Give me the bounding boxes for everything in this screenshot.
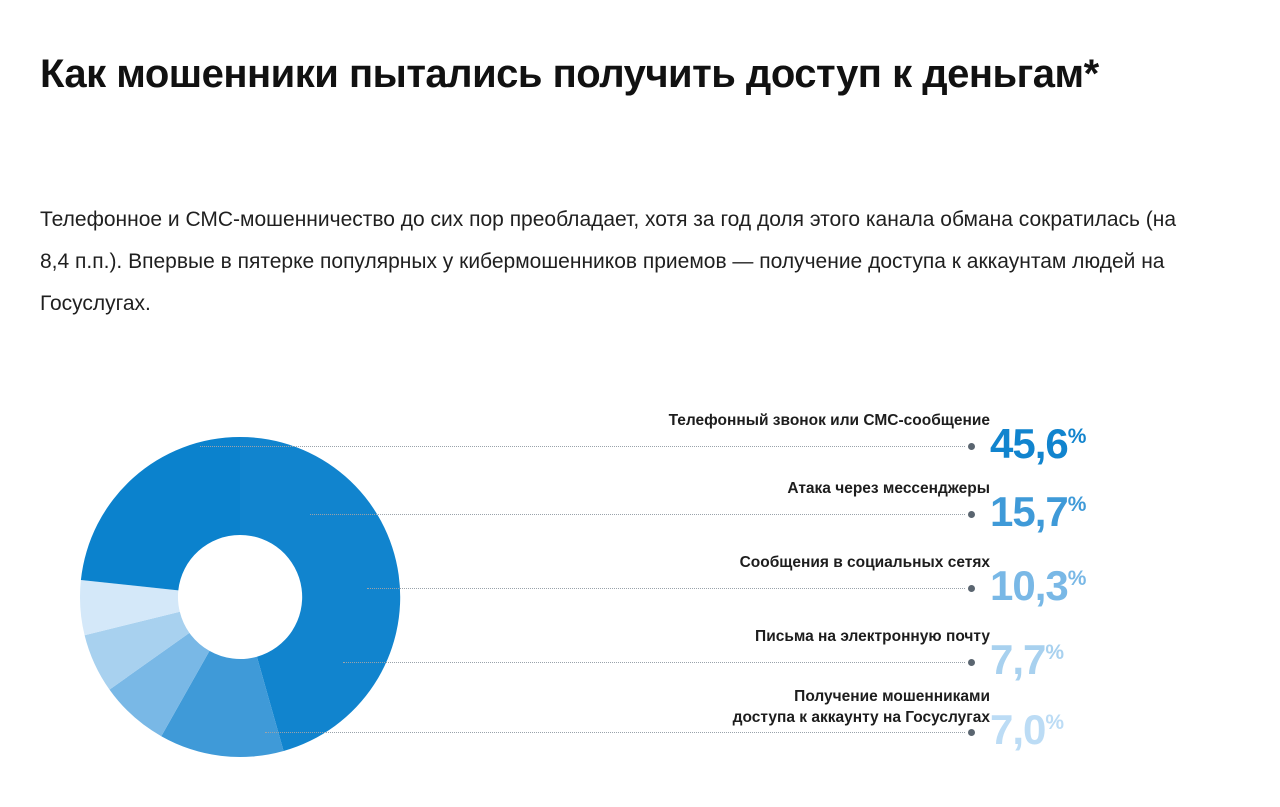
- leader-line-2: [310, 514, 965, 516]
- page-title: Как мошенники пытались получить доступ к деньгам*: [40, 51, 1099, 96]
- leader-line-3: [367, 588, 965, 590]
- donut-svg: [40, 392, 460, 802]
- legend-label-5-line-1: Получение мошенниками: [794, 688, 990, 705]
- legend-value-number-2: 15,7: [990, 488, 1068, 535]
- legend-value-4: [990, 630, 1064, 683]
- legend-value-1: [990, 414, 1086, 467]
- legend-label-2: Атака через мессенджеры: [787, 480, 990, 497]
- legend-percent-4: %: [1045, 641, 1065, 664]
- leader-dot-3: [968, 585, 975, 592]
- leader-dot-4: [968, 659, 975, 666]
- legend-percent-1: %: [1067, 425, 1087, 448]
- chart-legend: [520, 400, 1220, 790]
- donut-final: [40, 392, 450, 802]
- legend-value-3: [990, 556, 1086, 609]
- legend-value-2: [990, 482, 1086, 535]
- legend-row-5: [520, 688, 1220, 756]
- legend-value-5: [990, 700, 1064, 753]
- legend-row-4: [520, 626, 1220, 686]
- donut-graphic: [40, 392, 460, 802]
- legend-percent-2: %: [1067, 493, 1087, 516]
- legend-label-1: Телефонный звонок или СМС-сообщение: [668, 412, 990, 429]
- legend-percent-3: %: [1067, 567, 1087, 590]
- legend-value-number-3: 10,3: [990, 562, 1068, 609]
- legend-value-number-5: 7,0: [990, 706, 1046, 753]
- leader-line-5: [265, 732, 965, 734]
- legend-label-4: Письма на электронную почту: [755, 628, 990, 645]
- legend-label-5: [550, 686, 990, 728]
- leader-line-1: [200, 446, 965, 448]
- legend-row-1: [520, 410, 1220, 470]
- legend-value-number-1: 45,6: [990, 420, 1068, 467]
- legend-row-3: [520, 552, 1220, 612]
- leader-line-4: [343, 662, 965, 664]
- legend-label-5-line-2: доступа к аккаунту на Госуслугах: [732, 709, 990, 726]
- leader-dot-1: [968, 443, 975, 450]
- leader-dot-2: [968, 511, 975, 518]
- intro-paragraph: Телефонное и СМС-мошенничество до сих пор преобладает, хотя за год доля этого канала обмана сократилась (на 8,4 п.п.). Впервые в пятерке популярных у кибермошенников приемов — получение доступа к аккаунтам людей на Госуслугах.: [40, 208, 1177, 315]
- leader-dot-5: [968, 729, 975, 736]
- legend-label-3: Сообщения в социальных сетях: [739, 554, 990, 571]
- legend-percent-5: %: [1045, 711, 1065, 734]
- donut-chart: [0, 380, 1280, 797]
- legend-value-number-4: 7,7: [990, 636, 1046, 683]
- legend-row-2: [520, 478, 1220, 538]
